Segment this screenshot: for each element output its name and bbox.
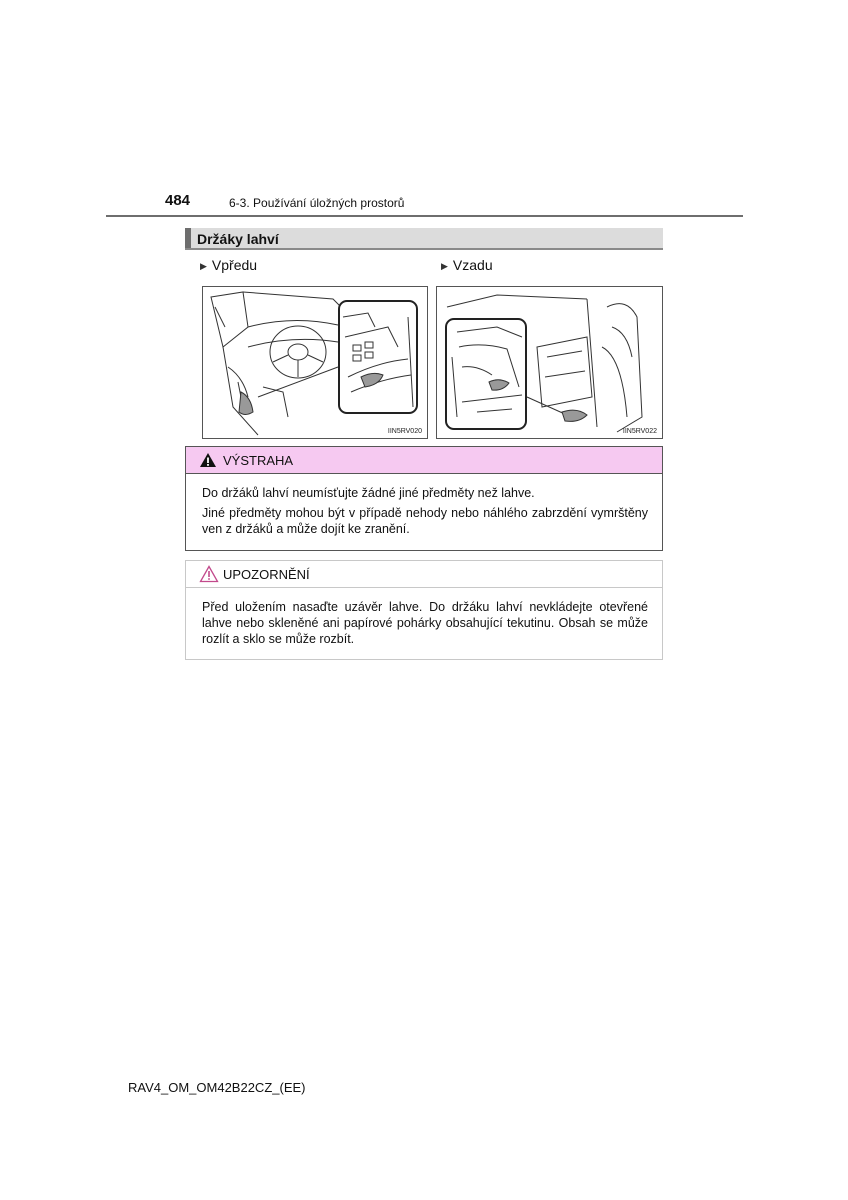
- rear-door-drawing: [437, 287, 663, 439]
- warning-icon: [199, 452, 217, 468]
- subsection-front-label: Vpředu: [211, 257, 258, 273]
- header-rule: [106, 215, 743, 217]
- caution-title: UPOZORNĚNÍ: [223, 567, 310, 582]
- caution-box: [185, 560, 663, 660]
- front-image-code: IIN5RV020: [387, 428, 422, 435]
- warning-box: [185, 446, 663, 551]
- heading-accent: [185, 228, 191, 248]
- heading-bar: [185, 228, 663, 250]
- warning-header: [186, 447, 662, 474]
- warning-paragraph-2: Jiné předměty mohou být v případě nehody nebo náhlého zabrzdění vymrštěny ven z držáků a může dojít ke zranění.: [202, 506, 648, 536]
- caution-icon: [199, 565, 219, 583]
- subsection-rear-label: Vzadu: [452, 257, 493, 273]
- front-door-drawing: [203, 287, 428, 439]
- caution-paragraph-1: Před uložením nasaďte uzávěr lahve. Do držáku lahví nevkládejte otevřené lahve nebo skleněné ani papírové pohárky obsahující tekutinu. Obsah se může rozlít a sklo se může rozbít.: [202, 600, 648, 646]
- heading-title: Držáky lahví: [197, 231, 279, 247]
- page-number: 484: [165, 192, 191, 209]
- rear-image-code: IIN5RV022: [622, 428, 657, 435]
- section-title: 6-3. Používání úložných prostorů: [229, 196, 405, 210]
- rear-illustration: [436, 286, 663, 439]
- subsection-rear: [441, 257, 493, 273]
- warning-paragraph-1: Do držáků lahví neumísťujte žádné jiné předměty než lahve.: [202, 486, 535, 500]
- caution-header: [186, 561, 662, 588]
- warning-title: VÝSTRAHA: [223, 453, 294, 468]
- subsection-front: [200, 257, 257, 273]
- footer-code: RAV4_OM_OM42B22CZ_(EE): [128, 1080, 306, 1095]
- triangle-right-icon: ▶: [441, 261, 448, 271]
- triangle-right-icon: ▶: [200, 261, 207, 271]
- front-illustration: [202, 286, 428, 439]
